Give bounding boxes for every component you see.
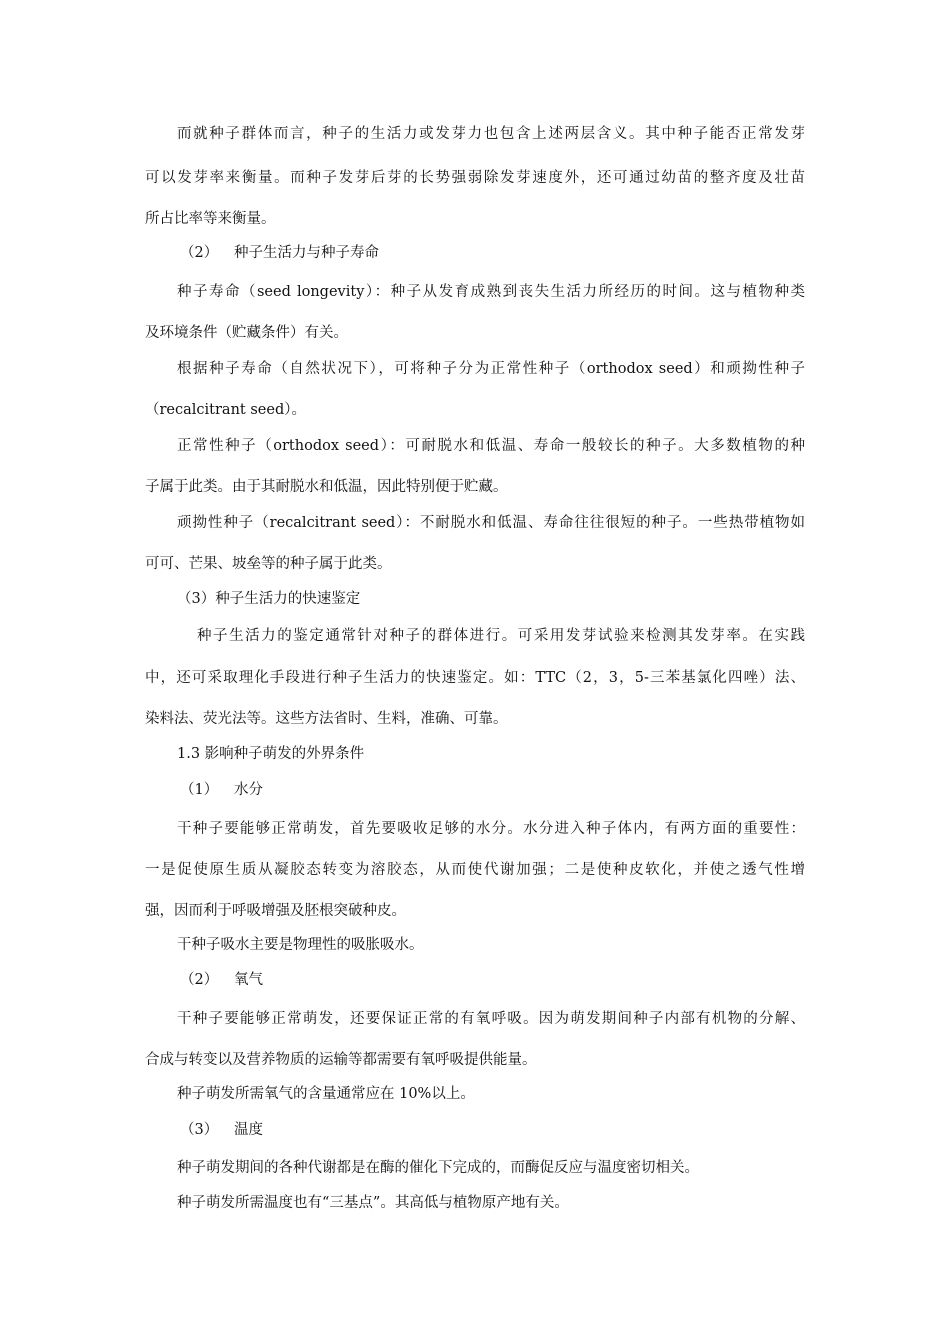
section-number: （3） xyxy=(180,1122,219,1138)
paragraph-line: 种子萌发期间的各种代谢都是在酶的催化下完成的，而酶促反应与温度密切相关。 xyxy=(177,1160,699,1176)
paragraph-line: 及环境条件（贮藏条件）有关。 xyxy=(145,325,348,341)
paragraph-line: 种子萌发所需温度也有“三基点”。其高低与植物原产地有关。 xyxy=(177,1195,569,1211)
paragraph-line: 所占比率等来衡量。 xyxy=(145,211,276,227)
section-heading: 种子生活力与种子寿命 xyxy=(234,245,379,261)
paragraph-line: 种子寿命（seed longevity）：种子从发育成熟到丧失生活力所经历的时间。这与植物种类 xyxy=(177,284,805,300)
paragraph-line: 干种子吸水主要是物理性的吸胀吸水。 xyxy=(177,937,424,953)
paragraph-line: 中，还可采取理化手段进行种子生活力的快速鉴定。如：TTC（2，3，5-三苯基氯化四唑）法、 xyxy=(145,670,805,686)
paragraph-line: 根据种子寿命（自然状况下），可将种子分为正常性种子（orthodox seed）和顽拗性种子 xyxy=(177,361,805,377)
section-heading: 1.3 影响种子萌发的外界条件 xyxy=(177,746,365,762)
section-number: （2） xyxy=(180,245,219,261)
paragraph-line: 而就种子群体而言，种子的生活力或发芽力也包含上述两层含义。其中种子能否正常发芽 xyxy=(177,126,805,142)
paragraph-line: 正常性种子（orthodox seed）：可耐脱水和低温、寿命一般较长的种子。大多数植物的种 xyxy=(177,438,805,454)
paragraph-line: 一是促使原生质从凝胶态转变为溶胶态，从而使代谢加强；二是使种皮软化，并使之透气性增 xyxy=(145,862,805,878)
paragraph-line: 染料法、荧光法等。这些方法省时、生料，准确、可靠。 xyxy=(145,711,508,727)
paragraph-line: 强，因而利于呼吸增强及胚根突破种皮。 xyxy=(145,903,406,919)
paragraph-line: 种子萌发所需氧气的含量通常应在 10%以上。 xyxy=(177,1086,475,1102)
section-number: （1） xyxy=(180,782,219,798)
paragraph-line: 顽拗性种子（recalcitrant seed）：不耐脱水和低温、寿命往往很短的种子。一些热带植物如 xyxy=(177,515,805,531)
paragraph-line: 干种子要能够正常萌发，还要保证正常的有氧呼吸。因为萌发期间种子内部有机物的分解、 xyxy=(177,1011,805,1027)
paragraph-line: 可可、芒果、坡垒等的种子属于此类。 xyxy=(145,556,392,572)
section-heading: （3）种子生活力的快速鉴定 xyxy=(177,591,361,607)
section-heading: 水分 xyxy=(234,782,263,798)
paragraph-line: 种子生活力的鉴定通常针对种子的群体进行。可采用发芽试验来检测其发芽率。在实践 xyxy=(197,628,805,644)
paragraph-line: 子属于此类。由于其耐脱水和低温，因此特别便于贮藏。 xyxy=(145,479,508,495)
paragraph-line: 干种子要能够正常萌发，首先要吸收足够的水分。水分进入种子体内，有两方面的重要性： xyxy=(177,821,805,837)
section-number: （2） xyxy=(180,972,219,988)
section-heading: 氧气 xyxy=(234,972,263,988)
paragraph-line: 可以发芽率来衡量。而种子发芽后芽的长势强弱除发芽速度外，还可通过幼苗的整齐度及壮苗 xyxy=(145,170,805,186)
section-heading: 温度 xyxy=(234,1122,263,1138)
paragraph-line: 合成与转变以及营养物质的运输等都需要有氧呼吸提供能量。 xyxy=(145,1052,537,1068)
paragraph-line: （recalcitrant seed）。 xyxy=(145,402,306,418)
